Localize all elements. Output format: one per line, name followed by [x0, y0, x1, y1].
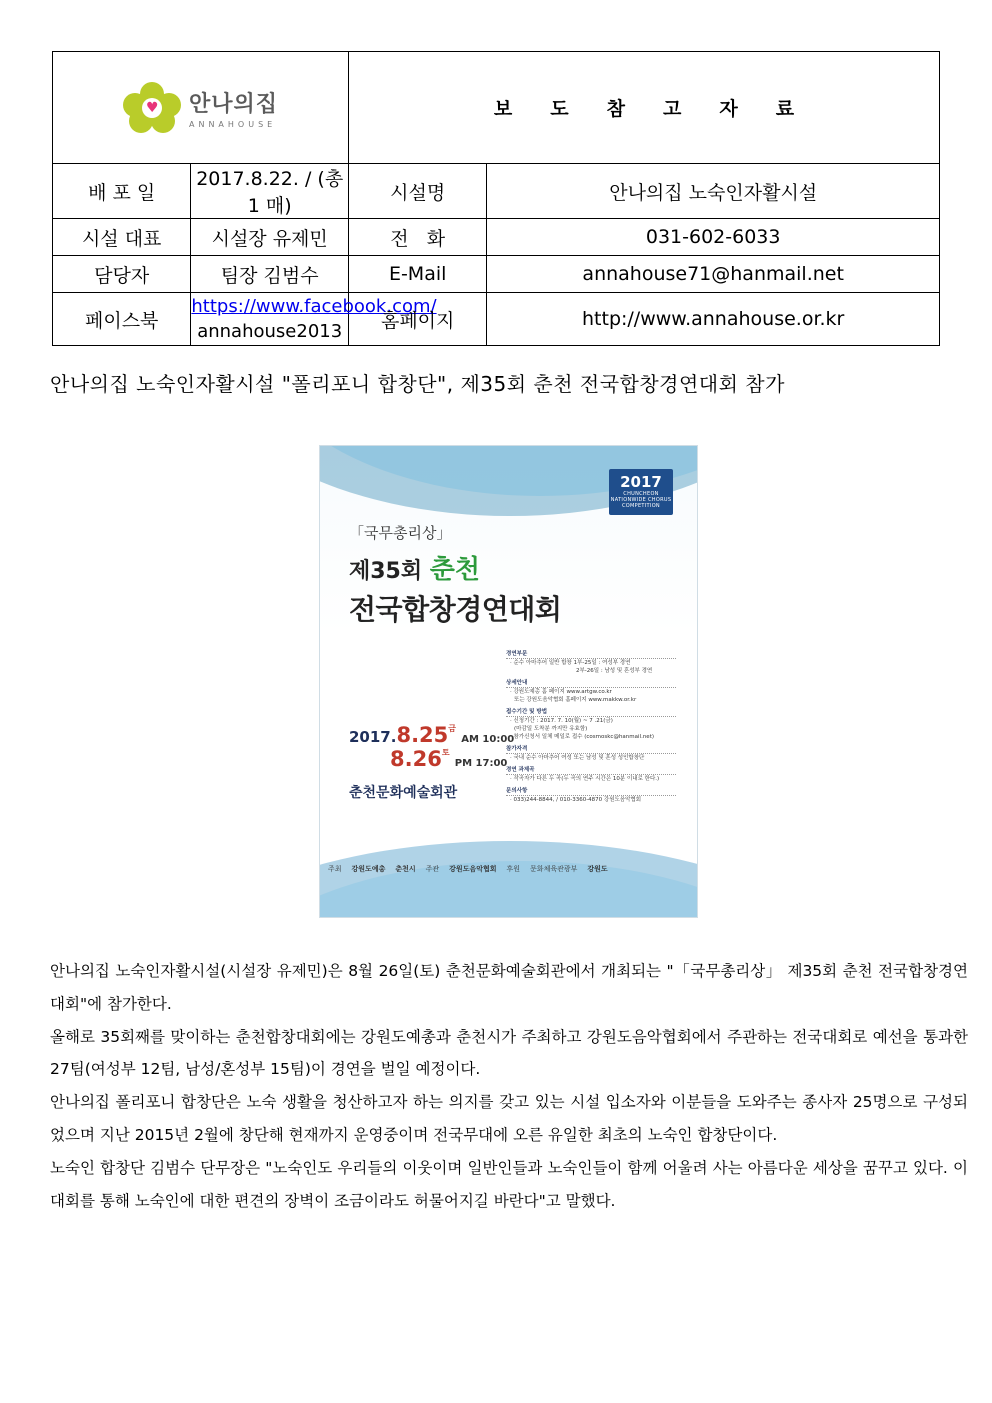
poster-venue: 춘천문화예술회관: [349, 785, 458, 801]
paragraph-3: 안나의집 폴리포니 합창단은 노숙 생활을 청산하고자 하는 의지를 갖고 있는 시설 입소자와 이분들을 도와주는 종사자 25명으로 구성되었으며 지난 2015년 2월에 창단해 현재까지 운영중이며 전국무대에 오른 유일한 최초의 노숙인 합창단이다.: [50, 1093, 968, 1144]
flower-logo-icon: ♥: [123, 82, 181, 134]
value-homepage[interactable]: http://www.annahouse.or.kr: [487, 293, 940, 346]
poster-info: 경연부문 · 순수 아마추어 일반 합창 1부-25일 : 여성부 경연 2부-26일 : 남성 및 혼성부 경연 상세안내 · 강원도예총 홈 페이지 www.artgw.co.kr 또는 강원도음악협회 홈페이지 www.makkw.or.kr 접수기간 및 방법 · 신청기간 : 2017. 7. 10(월) ~ 7 .21(금) (마감일 도착분 까지만 유효함) · 참가신청서 일체 메일로 접수 (cosmoskc@hanmail.net) 참가자격 · 국내 순수 아마추어 여성 또는 남성 및 혼성 성인합창단 경연 과제곡 · 작곡자가 다른 두 곡(두 곡의 연주 시간은 10분 이내로 한다.) 문의사항 · 033)244-8844, / 010-3360-4870 강원도음악협회: [506, 646, 676, 804]
article-body: [50, 955, 968, 1217]
poster-date2: $8.26^토$ PM 17:00: [390, 747, 508, 771]
poster-badge: [609, 469, 673, 515]
value-representative: 시설장 유제민: [191, 219, 349, 256]
poster-sponsors: 주최 강원도예총 춘천시 주관 강원도음악협회 후원 문화체육관광부 강원도: [328, 865, 608, 873]
logo-cell: [53, 52, 349, 164]
document-title: 보도참고자료: [348, 52, 939, 164]
paragraph-2: 올해로 35회째를 맞이하는 춘천합창대회에는 강원도예총과 춘천시가 주최하고 강원도음악협회에서 주관하는 전국대회로 예선을 통과한 27팀(여성부 12팀, 남성/혼성부 15팀)이 경연을 벌일 예정이다.: [50, 1027, 968, 1079]
label-contact: 담당자: [53, 256, 191, 293]
poster-title-line1: 제35회 춘천: [349, 555, 481, 585]
label-date: 배 포 일: [53, 164, 191, 219]
paragraph-1: 안나의집 노숙인자활시설(시설장 유제민)은 8월 26일(토) 춘천문화예술회관에서 개최되는 "「국무총리상」 제35회 춘천 전국합창경연대회"에 참가한다.: [50, 962, 968, 1013]
headline: 안나의집 노숙인자활시설 "폴리포니 합창단", 제35회 춘천 전국합창경연대회 참가: [50, 372, 785, 396]
annahouse-logo: [53, 82, 348, 134]
value-phone: 031-602-6033: [487, 219, 940, 256]
event-poster: [319, 445, 698, 918]
label-email: E-Mail: [348, 256, 486, 293]
poster-award: 「국무총리상」: [349, 524, 452, 542]
facebook-user: annahouse2013: [197, 321, 343, 342]
label-facility: 시설명: [348, 164, 486, 219]
logo-name-ko: 안나의집: [188, 91, 278, 117]
label-homepage: 홈페이지: [348, 293, 486, 346]
poster-date1: $2017.8.25^금$ AM 10:00: [349, 723, 515, 747]
label-phone: 전 화: [348, 219, 486, 256]
logo-name-en: ANNAHOUSE: [188, 119, 277, 129]
value-facility: 안나의집 노숙인자활시설: [487, 164, 940, 219]
value-contact: 팀장 김범수: [191, 256, 349, 293]
label-representative: 시설 대표: [53, 219, 191, 256]
header-table: [52, 51, 940, 346]
paragraph-4: 노숙인 합창단 김범수 단무장은 "노숙인도 우리들의 이웃이며 일반인들과 노숙인들이 함께 어울려 사는 아름다운 세상을 꿈꾸고 있다. 이 대회를 통해 노숙인에 대한 편견의 장벽이 조금이라도 허물어지길 바란다"고 말했다.: [50, 1158, 968, 1210]
badge-year: 2017: [620, 473, 662, 491]
poster-title-line2: 전국합창경연대회: [349, 593, 562, 626]
value-email[interactable]: annahouse71@hanmail.net: [487, 256, 940, 293]
label-facebook: 페이스북: [53, 293, 191, 346]
facebook-link[interactable]: https://www.facebook.com/: [191, 296, 437, 317]
poster-city: 춘천: [429, 555, 481, 585]
badge-subtitle: CHUNCHEON NATIONWIDE CHORUS COMPETITION: [610, 491, 672, 509]
value-date: 2017.8.22. / (총 1 매): [191, 164, 349, 219]
